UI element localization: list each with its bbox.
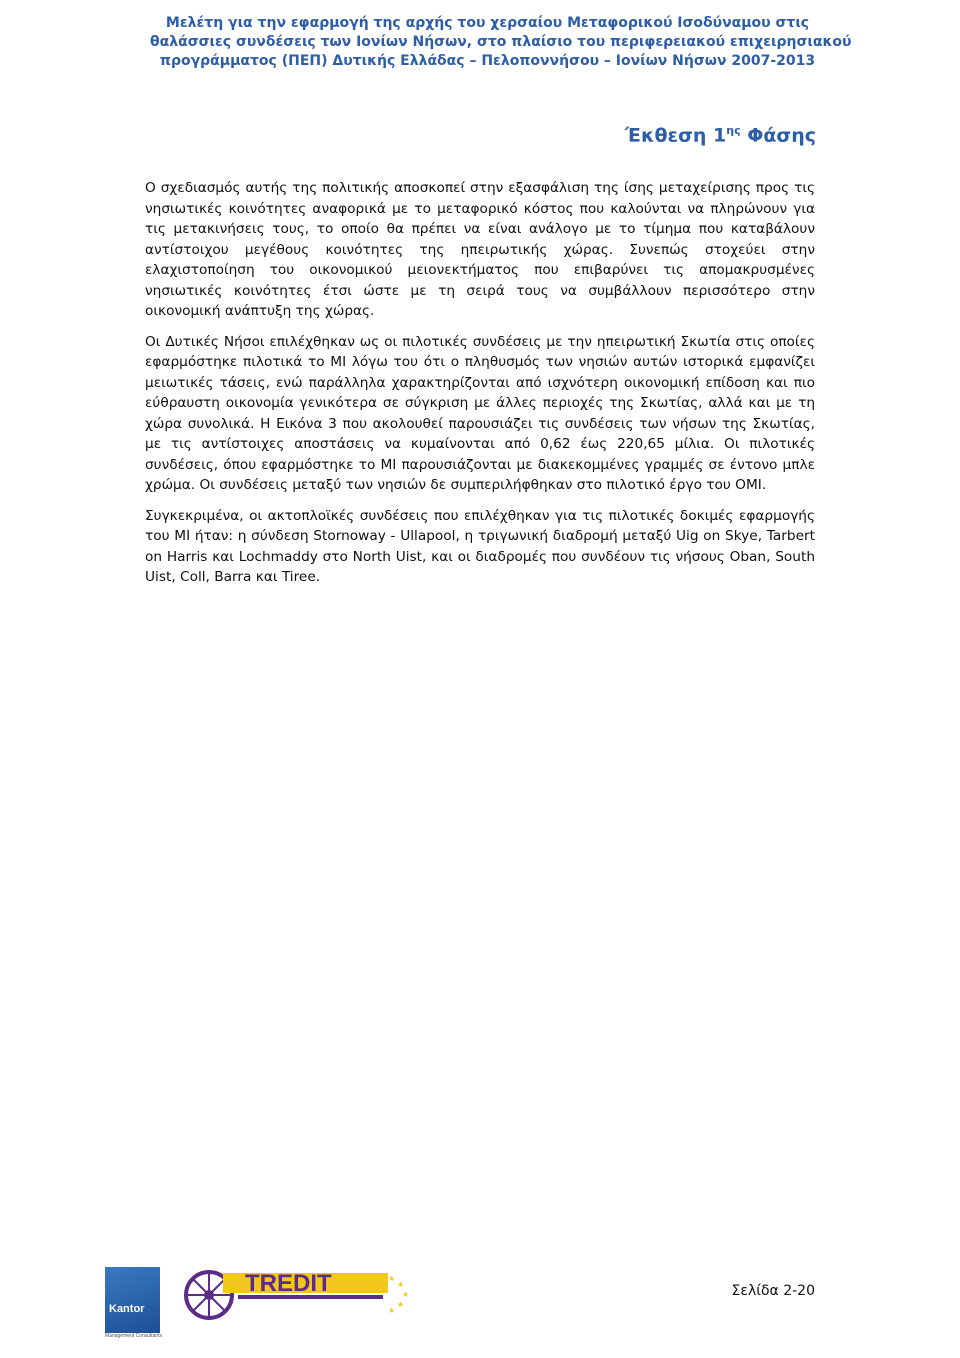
body-text — [145, 178, 815, 598]
kantor-logo-text: Kantor — [109, 1303, 145, 1315]
svg-text:★: ★ — [397, 1300, 405, 1309]
svg-text:★: ★ — [388, 1274, 396, 1283]
paragraph-3: Συγκεκριμένα, οι ακτοπλοϊκές συνδέσεις που επιλέχθηκαν για τις πιλοτικές δοκιμές εφαρμογής του ΜΙ ήταν: η σύνδεση Stornoway - Ullapool, η τριγωνική διαδρομή μεταξύ Uig on Skye, Tarbert on Harris και Lochmaddy στο North Uist, και οι διαδρομές που συνδέουν τις νήσους Oban, South Uist, Coll, Barra και Tiree. — [145, 507, 815, 585]
document-header — [150, 14, 852, 71]
header-line-2: θαλάσσιες συνδέσεις των Ιονίων Νήσων, στο πλαίσιο του περιφερειακού επιχειρησιακού — [150, 34, 852, 50]
kantor-logo — [105, 1267, 160, 1333]
svg-text:★: ★ — [402, 1290, 410, 1299]
page-number: Σελίδα 2-20 — [731, 1283, 815, 1299]
phase-title-sup: ης — [726, 124, 741, 137]
tredit-logo — [183, 1265, 433, 1325]
phase-title-prefix: Έκθεση 1 — [624, 124, 727, 147]
paragraph-1: Ο σχεδιασμός αυτής της πολιτικής αποσκοπεί στην εξασφάλιση της ίσης μεταχείρισης προς τις νησιωτικές κοινότητες αναφορικά με το μεταφορικό κόστος που καλούνται να πληρώνουν για τις μετακινήσεις τους, το οποίο θα πρέπει να είναι ανάλογο με το τίμημα που καταβάλουν αντίστοιχου μεγέθους κοινότητες της ηπειρωτικής χώρας. Συνεπώς στοχεύει στην ελαχιστοποίηση του οικονομικού μειονεκτήματος που επιβαρύνει τις απομακρυσμένες νησιωτικές κοινότητες έτσι ώστε με τη σειρά τους να συμβάλλουν περισσότερο στην οικονομική ανάπτυξη της χώρας. — [145, 180, 815, 319]
eu-stars-icon — [388, 1274, 409, 1315]
svg-text:★: ★ — [397, 1280, 405, 1289]
svg-text:★: ★ — [388, 1306, 396, 1315]
header-line-1: Μελέτη για την εφαρμογή της αρχής του χερσαίου Μεταφορικού Ισοδύναμου στις — [165, 15, 810, 31]
header-line-3: προγράμματος (ΠΕΠ) Δυτικής Ελλάδας – Πελοποννήσου – Ιονίων Νήσων 2007-2013 — [159, 53, 816, 69]
paragraph-2: Οι Δυτικές Νήσοι επιλέχθηκαν ως οι πιλοτικές συνδέσεις με την ηπειρωτική Σκωτία στις οποίες εφαρμόστηκε πιλοτικά το ΜΙ λόγω του ότι ο πληθυσμός των νησιών αυτών ιστορικά εμφανίζει μειωτικές τάσεις, ενώ παράλληλα χαρακτηρίζονται από ισχνότερη οικονομική επίδοση και πιο εύθραυστη οικονομία γενικότερα σε σύγκριση με άλλες περιοχές της Σκωτίας, αλλά και με τη χώρα συνολικά. Η Εικόνα 3 που ακολουθεί παρουσιάζει τις συνδέσεις των νήσων της Σκωτίας, με τις αντίστοιχες αποστάσεις να κυμαίνονται από 0,62 έως 220,65 μίλια. Οι πιλοτικές συνδέσεις, όπου εφαρμόστηκε το ΜΙ παρουσιάζονται με διακεκομμένες γραμμές σε έντονο μπλε χρώμα. Οι συνδέσεις μεταξύ των νησιών δε συμπεριλήφθηκαν στο πιλοτικό έργο του ΟΜΙ. — [145, 333, 815, 493]
phase-title — [625, 124, 816, 146]
kantor-subtitle: Management Consultants — [105, 1333, 162, 1339]
phase-title-suffix: Φάσης — [740, 124, 816, 147]
tredit-logo-text: TREDIT — [245, 1270, 332, 1297]
